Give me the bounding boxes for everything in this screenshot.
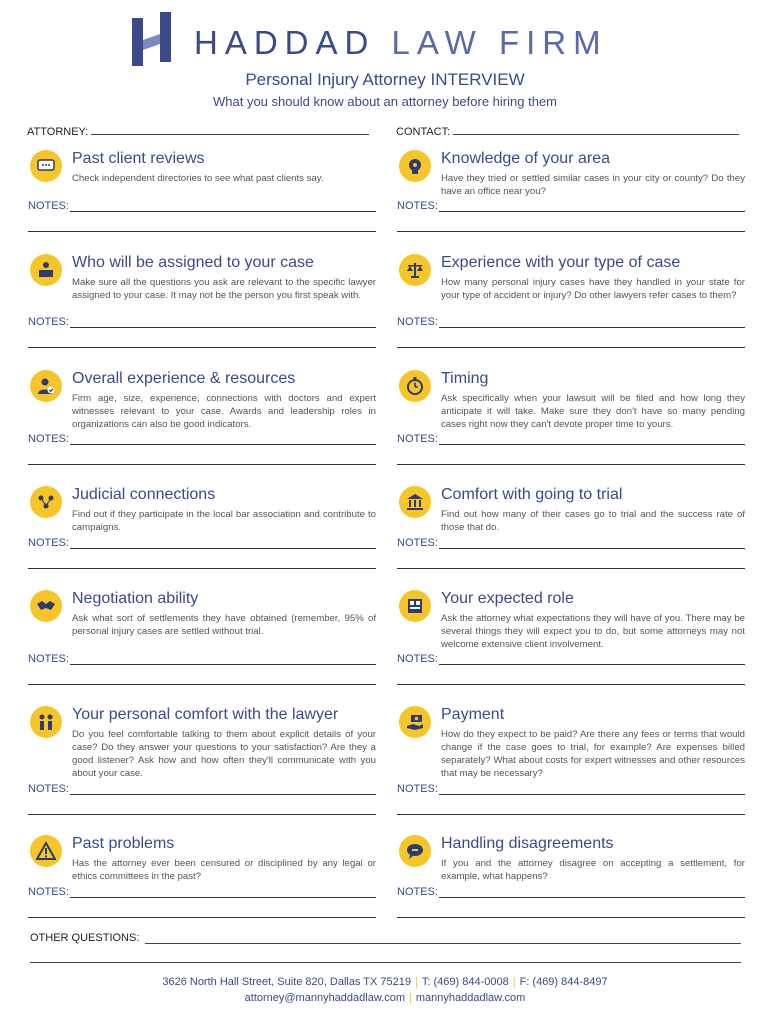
verified-person-icon <box>30 370 62 402</box>
notes-line[interactable] <box>28 464 376 465</box>
notes-field[interactable] <box>397 433 745 445</box>
other-questions-line[interactable] <box>30 962 741 963</box>
notes-label: NOTES: <box>28 886 69 898</box>
footer-fax: F: (469) 844-8497 <box>519 976 608 988</box>
page-title: Personal Injury Attorney INTERVIEW <box>245 70 525 89</box>
item-title: Handling disagreements <box>441 835 614 852</box>
notes-line[interactable] <box>439 664 745 665</box>
notes-line[interactable] <box>397 917 745 918</box>
notes-line[interactable] <box>70 211 376 212</box>
notes-field[interactable] <box>28 783 376 795</box>
item-title: Comfort with going to trial <box>441 486 623 503</box>
item-title: Knowledge of your area <box>441 150 610 167</box>
item-title: Judicial connections <box>72 486 216 503</box>
footer-links: attorney@mannyhaddadlaw.com | mannyhaddadlaw.com <box>244 992 526 1004</box>
item-description: If you and the attorney disagree on accepting a settlement, for example, what happens? <box>441 858 745 882</box>
notes-line[interactable] <box>397 464 745 465</box>
notes-line[interactable] <box>439 794 745 795</box>
notes-label: NOTES: <box>28 316 69 328</box>
notes-label: NOTES: <box>28 200 69 212</box>
scales-icon <box>399 254 431 286</box>
notes-field[interactable] <box>397 316 745 328</box>
item-title: Who will be assigned to your case <box>72 254 314 271</box>
item-title: Payment <box>441 706 505 723</box>
notes-label: NOTES: <box>397 316 438 328</box>
item-description: Ask specifically when your lawsuit will be filed and how long they anticipate it will take. Make sure they don't have so many pending cases right now they can't devote proper time to yours. <box>441 393 745 430</box>
notes-field[interactable] <box>397 537 745 549</box>
footer-phone: T: (469) 844-0008 <box>421 976 509 988</box>
speech-bubble-icon <box>30 150 62 182</box>
notes-line[interactable] <box>28 917 376 918</box>
notes-line[interactable] <box>70 897 376 898</box>
notes-line[interactable] <box>28 347 376 348</box>
stopwatch-icon <box>399 370 431 402</box>
people-network-icon <box>30 486 62 518</box>
notes-line[interactable] <box>397 231 745 232</box>
footer-address: 3626 North Hall Street, Suite 820, Dallas TX 75219 <box>162 976 412 988</box>
item-description: Ask what sort of settlements they have obtained (remember, 95% of personal injury cases are settled without trial. <box>72 613 376 637</box>
item-description: How many personal injury cases have they handled in your state for your type of accident or injury? Do other lawyers refer cases to them? <box>441 277 745 301</box>
item-title: Your personal comfort with the lawyer <box>72 706 339 723</box>
notes-line[interactable] <box>439 211 745 212</box>
notes-label: NOTES: <box>28 783 69 795</box>
footer-website-link[interactable]: mannyhaddadlaw.com <box>415 992 526 1004</box>
attorney-field[interactable] <box>27 124 369 138</box>
other-questions-line[interactable] <box>145 943 741 944</box>
disagreement-bubble-icon <box>399 835 431 867</box>
warning-icon <box>30 835 62 867</box>
item-title: Past client reviews <box>72 150 205 167</box>
contact-field[interactable] <box>396 124 739 138</box>
notes-label: NOTES: <box>397 886 438 898</box>
courthouse-icon <box>399 486 431 518</box>
attorney-label: ATTORNEY: <box>27 126 89 138</box>
notes-line[interactable] <box>397 814 745 815</box>
notes-line[interactable] <box>70 327 376 328</box>
notes-line[interactable] <box>28 814 376 815</box>
notes-line[interactable] <box>70 664 376 665</box>
item-description: Make sure all the questions you ask are relevant to the specific lawyer assigned to your case. It may not be the person you first speak with. <box>72 277 376 301</box>
notes-field[interactable] <box>28 653 376 665</box>
notes-field[interactable] <box>28 200 376 212</box>
notes-line[interactable] <box>397 347 745 348</box>
notes-field[interactable] <box>397 200 745 212</box>
page-subtitle: What you should know about an attorney before hiring them <box>213 94 557 109</box>
footer-contact: 3626 North Hall Street, Suite 820, Dallas TX 75219 | T: (469) 844-0008 | F: (469) 844-8497 <box>162 976 608 988</box>
other-questions-label: OTHER QUESTIONS: <box>30 932 140 944</box>
notes-line[interactable] <box>439 548 745 549</box>
notes-field[interactable] <box>397 653 745 665</box>
item-title: Timing <box>441 370 489 387</box>
lawyer-desk-icon <box>30 254 62 286</box>
item-description: Ask the attorney what expectations they will have of you. There may be several things they will expect you to do, but some attorneys may not welcome extensive client involvement. <box>441 613 745 650</box>
notes-line[interactable] <box>28 568 376 569</box>
item-description: Have they tried or settled similar cases in your city or county? Do they have an office near you? <box>441 173 745 197</box>
notes-line[interactable] <box>28 684 376 685</box>
notes-field[interactable] <box>397 886 745 898</box>
lightbulb-head-icon <box>399 150 431 182</box>
firm-name: HADDAD LAW FIRM <box>194 24 608 61</box>
item-description: Has the attorney ever been censured or disciplined by any legal or ethics committees in the past? <box>72 858 376 882</box>
item-description: Do you feel comfortable talking to them about explicit details of your case? Do they answer your questions to your satisfaction? Are they a good listener? Ask how and how often they'll communicate with you about your case. <box>72 729 376 779</box>
notes-label: NOTES: <box>28 433 69 445</box>
item-description: How do they expect to be paid? Are there any fees or terms that would change if the case goes to trial, for example? Are expenses billed separately? What about costs for expert witnesses and other resources that may be necessary? <box>441 729 745 779</box>
notes-line[interactable] <box>397 568 745 569</box>
notes-label: NOTES: <box>28 653 69 665</box>
contact-label: CONTACT: <box>396 126 451 138</box>
notes-line[interactable] <box>28 231 376 232</box>
notes-field[interactable] <box>28 316 376 328</box>
item-description: Find out if they participate in the local bar association and contribute to campaigns. <box>72 509 376 533</box>
notes-line[interactable] <box>397 684 745 685</box>
h-monogram-icon <box>130 10 174 68</box>
notes-field[interactable] <box>397 783 745 795</box>
firm-logo <box>130 10 650 70</box>
item-title: Overall experience & resources <box>72 370 296 387</box>
item-description: Firm age, size, experience, connections with doctors and expert witnesses relevant to your case. Awards and leadership roles in organizations can also be good indicators. <box>72 393 376 430</box>
notes-line[interactable] <box>70 444 376 445</box>
item-title: Experience with your type of case <box>441 254 681 271</box>
money-hand-icon <box>399 706 431 738</box>
footer-email-link[interactable]: attorney@mannyhaddadlaw.com <box>244 992 406 1004</box>
handshake-icon <box>30 590 62 622</box>
notes-label: NOTES: <box>397 783 438 795</box>
notes-label: NOTES: <box>397 200 438 212</box>
notes-line[interactable] <box>70 548 376 549</box>
notes-label: NOTES: <box>397 537 438 549</box>
two-people-icon <box>30 706 62 738</box>
notes-label: NOTES: <box>397 433 438 445</box>
notes-field[interactable] <box>28 537 376 549</box>
notes-line[interactable] <box>439 327 745 328</box>
item-description: Check independent directories to see what past clients say. <box>72 173 324 184</box>
notes-field[interactable] <box>28 886 376 898</box>
item-description: Find out how many of their cases go to trial and the success rate of those that do. <box>441 509 745 533</box>
notes-line[interactable] <box>439 897 745 898</box>
notes-field[interactable] <box>28 433 376 445</box>
notes-line[interactable] <box>70 794 376 795</box>
notes-label: NOTES: <box>397 653 438 665</box>
task-board-icon <box>399 590 431 622</box>
notes-label: NOTES: <box>28 537 69 549</box>
notes-line[interactable] <box>439 444 745 445</box>
item-title: Past problems <box>72 835 175 852</box>
item-title: Negotiation ability <box>72 590 199 607</box>
item-title: Your expected role <box>441 590 574 607</box>
